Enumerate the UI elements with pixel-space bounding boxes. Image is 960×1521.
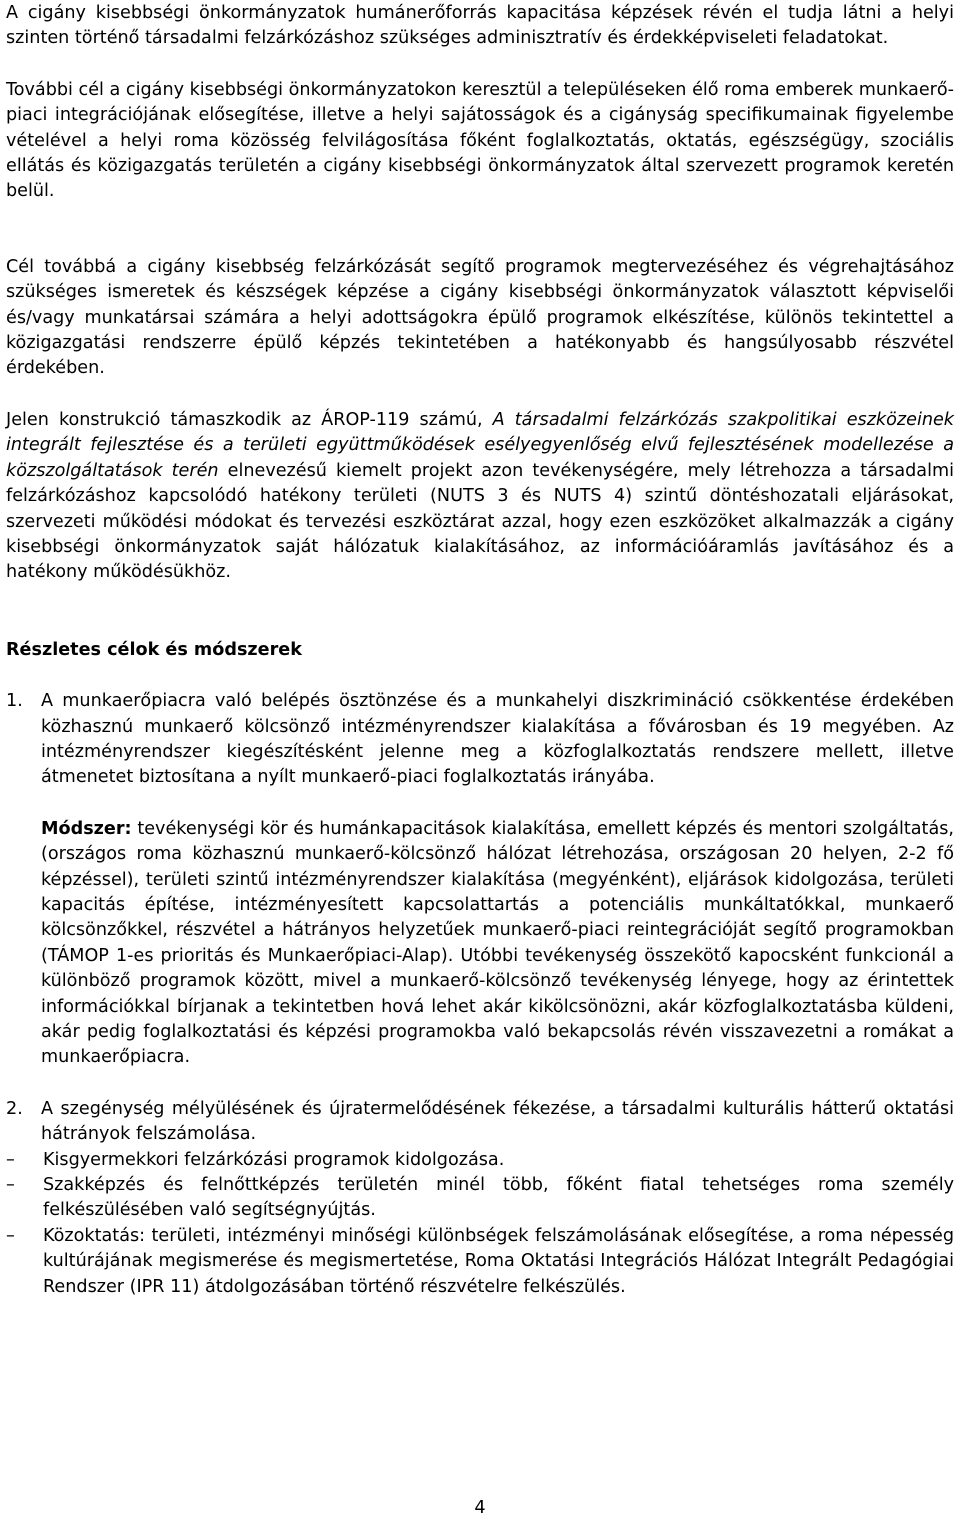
method-text: tevékenységi kör és humánkapacitások kialakítása, emellett képzés és mentori szolgáltatás, (országos roma közhasznú munkaerő-kölcsönző hálózat létrehozása, országosan 20 helyen, 2-2 fő képzéssel), területi szintű intézményrendszer kialakítása (megyénként), eljárások kidolgozása, területi kapacitás építése, intézményesített kapcsolattartás a potenciális munkáltatókkal, munkaerő kölcsönzőkkel, részvétel a hátrányos helyzetűek munkaerő-piaci reintegrációját segítő programokban (TÁMOP 1-es prioritás és Munkaerőpiaci-Alap). Utóbbi tevékenység összekötő kapocsként funkcionál a különböző programok között, mivel a munkaerő-kölcsönző tevékenység lényege, hogy az érintettek információkkal bírjanak a tekintetben hová lehet akár kikölcsönözni, akár közfoglalkoztatásba küldeni, akár pedig foglalkoztatási és képzési programokba való bekapcsolás révén visszavezetni a romákat a munkaerőpiacra. [41,818,954,1068]
paragraph-goal: További cél a cigány kisebbségi önkormányzatokon keresztül a településeken élő roma emberek munkaerő-piaci integrációjának elősegítése, illetve a helyi sajátosságok és a cigányság specifikumainak figyelembe vételével a helyi roma közösség felvilágosítása főként foglalkoztatás, oktatás, egészségügy, szociális ellátás és közigazgatás területén a cigány kisebbségi önkormányzatok által szervezett programok keretén belül. [6,79,954,202]
dash-bullet: – [6,1225,15,1246]
list-body [41,689,954,1071]
method-label: Módszer: [41,818,132,839]
list-number: 2. [6,1098,23,1119]
spacer [6,382,954,408]
project-title: A társadalmi felzárkózás szakpolitikai eszközeinek integrált fejlesztése és a területi együttműködések esélyegyenlőség elvű fejlesztésének modellezése a közszolgáltatások terén [6,409,954,481]
page-number: 4 [474,1498,486,1518]
list-item [6,1173,954,1224]
list-item-2 [6,1097,954,1148]
spacer [41,791,954,817]
list-item [6,1224,954,1300]
spacer [6,205,954,255]
dash-bullet: – [6,1175,15,1196]
list-number: 1. [6,691,23,712]
bullet-text: Közoktatás: területi, intézményi minőségi különbségek felszámolásának elősegítése, a roma népesség kultúrájának megismerése és megismertetése, Roma Oktatási Integrációs Hálózat Integrált Pedagógiai Rendszer (IPR 11) átdolgozásában történő részvételre felkészülés. [43,1225,954,1297]
list-item-text: A szegénység mélyülésének és újratermelődésének fékezése, a társadalmi kulturális hátterű oktatási hátrányok felszámolása. [41,1098,954,1145]
list-item [6,1148,954,1173]
spacer [6,52,954,78]
paragraph-intro: A cigány kisebbségi önkormányzatok humánerőforrás kapacitása képzések révén el tudja látni a helyi szinten történő társadalmi felzárkózáshoz szükséges adminisztratív és érdekképviseleti feladatokat. [6,3,954,49]
list-body [41,1097,954,1148]
spacer [6,663,954,689]
construction-text-end: elnevezésű kiemelt projekt azon tevékenységére, mely létrehozza a társadalmi felzárkózáshoz kapcsolódó hatékony területi (NUTS 3 és NUTS 4) szintű döntéshozatali eljárásokat, szervezeti működési módokat és tervezési eszköztárat azzal, hogy ezen eszközöket alkalmazzák a cigány kisebbségi önkormányzatok saját hálózatuk kialakításához, az információáramlás javításához és a hatékony működésükhöz. [6,460,954,583]
spacer [6,586,954,638]
list-item-1 [6,689,954,1071]
dash-bullet: – [6,1149,15,1170]
bullet-text: Kisgyermekkori felzárkózási programok kidolgozása. [43,1149,505,1170]
paragraph-construction [6,408,954,586]
spacer [6,1071,954,1097]
section-heading: Részletes célok és módszerek [6,639,302,660]
bullet-text: Szakképzés és felnőttképzés területén minél több, főként fiatal tehetséges roma személy felkészülésében való segítségnyújtás. [43,1175,954,1221]
construction-text-start: Jelen konstrukció támaszkodik az ÁROP-119 számú, [6,409,493,430]
bullet-list [6,1148,954,1300]
list-item-text: A munkaerőpiacra való belépés ösztönzése és a munkahelyi diszkrimináció csökkentése érdekében közhasznú munkaerő kölcsönző intézményrendszer kialakítása a fővárosban és 19 megyében. Az intézményrendszer kiegészítésként jelenne meg a közfoglalkoztatás rendszere mellett, illetve átmenetet biztosítana a nyílt munkaerő-piaci foglalkoztatás irányába. [41,691,954,788]
paragraph-goal-further: Cél továbbá a cigány kisebbség felzárkózását segítő programok megtervezéséhez és végrehajtásához szükséges ismeretek és készségek képzése a cigány kisebbségi önkormányzatok választott képviselői és/vagy munkatársai számára a helyi adottságokra épülő programok elkészítése, különös tekintettel a közigazgatási rendszerre épülő képzés tekintetében a hatékonyabb és hangsúlyosabb részvétel érdekében. [6,256,954,379]
method-paragraph [41,817,954,1071]
